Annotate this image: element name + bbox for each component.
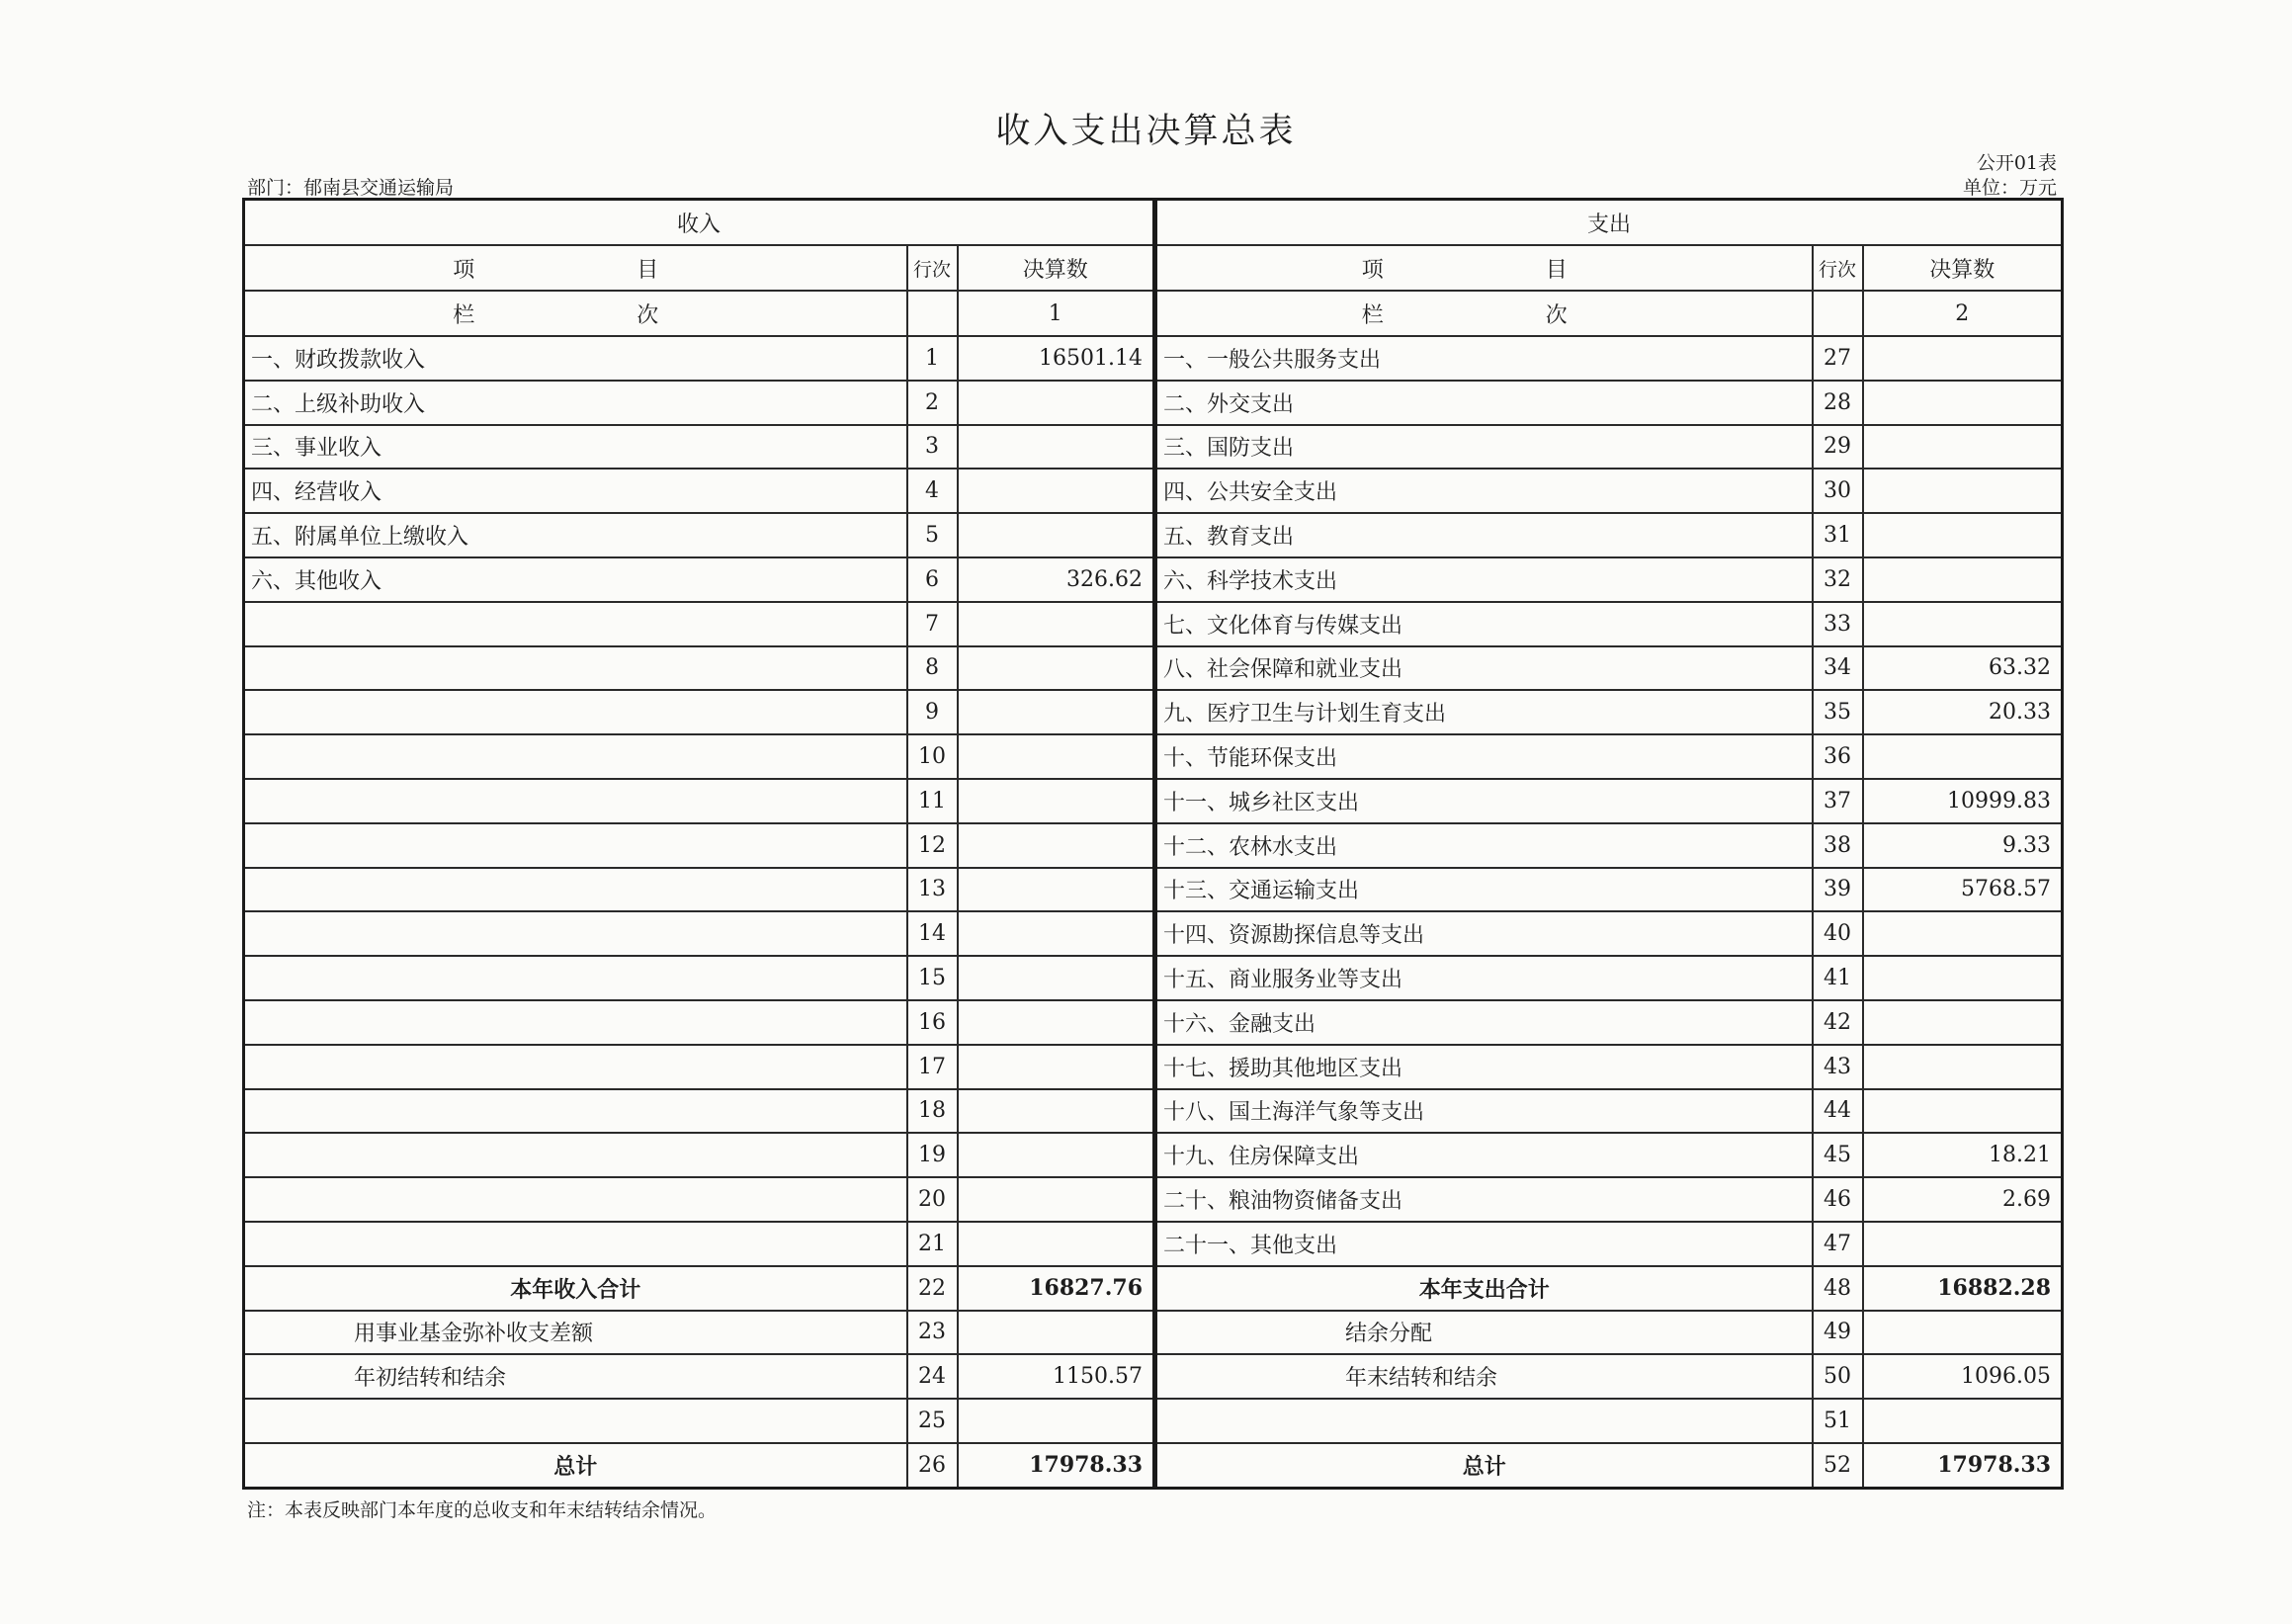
table-row xyxy=(244,336,2063,381)
income-item-cell xyxy=(244,911,907,956)
income-row-no-cell: 6 xyxy=(907,557,958,602)
income-amount-cell xyxy=(958,1000,1155,1045)
income-column-no: 1 xyxy=(958,291,1155,336)
income-amount-cell: 326.62 xyxy=(958,557,1155,602)
table-row xyxy=(244,513,2063,557)
expense-row-no-cell: 30 xyxy=(1813,469,1863,513)
expense-item-cell: 二十一、其他支出 xyxy=(1155,1222,1813,1266)
income-amount-cell xyxy=(958,956,1155,1000)
income-amount-header: 决算数 xyxy=(958,245,1155,291)
expense-row-no-cell: 49 xyxy=(1813,1311,1863,1355)
income-amount-cell xyxy=(958,779,1155,823)
table-row xyxy=(244,425,2063,470)
expense-row-no-cell: 27 xyxy=(1813,336,1863,381)
expense-row-no-cell: 41 xyxy=(1813,956,1863,1000)
income-row-no-cell: 16 xyxy=(907,1000,958,1045)
income-amount-cell xyxy=(958,734,1155,779)
income-amount-cell xyxy=(958,1089,1155,1134)
expense-item-cell: 一、一般公共服务支出 xyxy=(1155,336,1813,381)
income-item-cell: 用事业基金弥补收支差额 xyxy=(244,1311,907,1355)
income-amount-cell xyxy=(958,1222,1155,1266)
income-row-no-cell: 8 xyxy=(907,646,958,691)
table-row xyxy=(244,690,2063,734)
expense-item-cell: 十五、商业服务业等支出 xyxy=(1155,956,1813,1000)
expense-amount-cell xyxy=(1863,381,2063,425)
income-item-cell xyxy=(244,779,907,823)
income-amount-cell xyxy=(958,602,1155,646)
income-section-header: 收入 xyxy=(244,200,1155,246)
income-amount-cell xyxy=(958,469,1155,513)
expense-item-cell: 二十、粮油物资储备支出 xyxy=(1155,1177,1813,1222)
expense-item-cell: 十六、金融支出 xyxy=(1155,1000,1813,1045)
expense-amount-header: 决算数 xyxy=(1863,245,2063,291)
income-item-cell xyxy=(244,1045,907,1089)
income-row-no-cell: 26 xyxy=(907,1443,958,1488)
expense-amount-cell xyxy=(1863,602,2063,646)
income-amount-cell xyxy=(958,1133,1155,1177)
income-column-blank xyxy=(907,291,958,336)
table-row xyxy=(244,1133,2063,1177)
expense-item-cell: 十八、国土海洋气象等支出 xyxy=(1155,1089,1813,1134)
income-row-no-cell: 7 xyxy=(907,602,958,646)
income-row-no-cell: 12 xyxy=(907,823,958,868)
expense-row-no-cell: 32 xyxy=(1813,557,1863,602)
income-item-cell: 三、事业收入 xyxy=(244,425,907,470)
income-amount-cell xyxy=(958,513,1155,557)
income-row-no-cell: 22 xyxy=(907,1266,958,1311)
expense-row-no-cell: 50 xyxy=(1813,1354,1863,1399)
income-row-no-cell: 19 xyxy=(907,1133,958,1177)
income-amount-cell xyxy=(958,1045,1155,1089)
income-item-cell xyxy=(244,1399,907,1443)
expense-row-no-cell: 37 xyxy=(1813,779,1863,823)
income-item-cell xyxy=(244,1000,907,1045)
expense-amount-cell xyxy=(1863,1045,2063,1089)
table-body xyxy=(244,200,2063,1489)
income-item-cell: 四、经营收入 xyxy=(244,469,907,513)
income-item-cell xyxy=(244,690,907,734)
expense-item-cell: 十九、住房保障支出 xyxy=(1155,1133,1813,1177)
table-row xyxy=(244,868,2063,912)
expense-amount-cell xyxy=(1863,1311,2063,1355)
table-row xyxy=(244,1089,2063,1134)
expense-item-header: 项 目 xyxy=(1155,245,1813,291)
income-row-no-cell: 10 xyxy=(907,734,958,779)
table-row xyxy=(244,646,2063,691)
expense-amount-cell xyxy=(1863,425,2063,470)
expense-row-no-cell: 36 xyxy=(1813,734,1863,779)
income-amount-cell xyxy=(958,425,1155,470)
income-row-no-header: 行次 xyxy=(907,245,958,291)
expense-row-no-cell: 33 xyxy=(1813,602,1863,646)
expense-item-cell xyxy=(1155,1399,1813,1443)
income-row-no-cell: 1 xyxy=(907,336,958,381)
table-row xyxy=(244,1045,2063,1089)
income-row-no-cell: 25 xyxy=(907,1399,958,1443)
expense-amount-cell: 1096.05 xyxy=(1863,1354,2063,1399)
income-amount-cell xyxy=(958,1177,1155,1222)
expense-amount-cell xyxy=(1863,1222,2063,1266)
income-amount-cell xyxy=(958,823,1155,868)
income-item-cell: 一、财政拨款收入 xyxy=(244,336,907,381)
expense-item-cell: 十四、资源勘探信息等支出 xyxy=(1155,911,1813,956)
expense-item-cell: 二、外交支出 xyxy=(1155,381,1813,425)
income-item-cell xyxy=(244,734,907,779)
adjustment-row xyxy=(244,1399,2063,1443)
expense-row-no-cell: 34 xyxy=(1813,646,1863,691)
income-amount-cell: 17978.33 xyxy=(958,1443,1155,1488)
expense-item-cell: 七、文化体育与传媒支出 xyxy=(1155,602,1813,646)
table-row xyxy=(244,779,2063,823)
expense-column-label: 栏 次 xyxy=(1155,291,1813,336)
income-row-no-cell: 20 xyxy=(907,1177,958,1222)
expense-item-cell: 十三、交通运输支出 xyxy=(1155,868,1813,912)
expense-item-cell: 总计 xyxy=(1155,1443,1813,1488)
department-label: 部门：郁南县交通运输局 xyxy=(247,177,455,199)
total-row xyxy=(244,1443,2063,1488)
expense-amount-cell: 63.32 xyxy=(1863,646,2063,691)
income-row-no-cell: 5 xyxy=(907,513,958,557)
expense-row-no-cell: 31 xyxy=(1813,513,1863,557)
income-row-no-cell: 15 xyxy=(907,956,958,1000)
expense-row-no-cell: 42 xyxy=(1813,1000,1863,1045)
expense-amount-cell xyxy=(1863,513,2063,557)
income-item-cell: 总计 xyxy=(244,1443,907,1488)
income-item-header: 项 目 xyxy=(244,245,907,291)
income-amount-cell: 16501.14 xyxy=(958,336,1155,381)
table-row xyxy=(244,602,2063,646)
income-row-no-cell: 2 xyxy=(907,381,958,425)
income-row-no-cell: 4 xyxy=(907,469,958,513)
income-item-cell: 六、其他收入 xyxy=(244,557,907,602)
expense-amount-cell: 5768.57 xyxy=(1863,868,2063,912)
expense-amount-cell xyxy=(1863,1000,2063,1045)
expense-row-no-cell: 44 xyxy=(1813,1089,1863,1134)
expense-column-blank xyxy=(1813,291,1863,336)
expense-item-cell: 四、公共安全支出 xyxy=(1155,469,1813,513)
expense-row-no-cell: 29 xyxy=(1813,425,1863,470)
expense-row-no-cell: 45 xyxy=(1813,1133,1863,1177)
expense-amount-cell xyxy=(1863,911,2063,956)
expense-row-no-cell: 40 xyxy=(1813,911,1863,956)
column-number-row xyxy=(244,291,2063,336)
subtotal-row xyxy=(244,1266,2063,1311)
table-row xyxy=(244,734,2063,779)
income-amount-cell xyxy=(958,646,1155,691)
income-item-cell xyxy=(244,646,907,691)
expense-row-no-cell: 48 xyxy=(1813,1266,1863,1311)
income-row-no-cell: 9 xyxy=(907,690,958,734)
expense-amount-cell xyxy=(1863,557,2063,602)
table-row xyxy=(244,1000,2063,1045)
expense-item-cell: 年末结转和结余 xyxy=(1155,1354,1813,1399)
expense-amount-cell: 2.69 xyxy=(1863,1177,2063,1222)
expense-amount-cell: 17978.33 xyxy=(1863,1443,2063,1488)
income-row-no-cell: 11 xyxy=(907,779,958,823)
income-row-no-cell: 13 xyxy=(907,868,958,912)
expense-row-no-cell: 28 xyxy=(1813,381,1863,425)
expense-amount-cell: 16882.28 xyxy=(1863,1266,2063,1311)
expense-item-cell: 结余分配 xyxy=(1155,1311,1813,1355)
section-header-row xyxy=(244,200,2063,246)
income-amount-cell xyxy=(958,381,1155,425)
page-title: 收入支出决算总表 xyxy=(995,112,1297,151)
expense-item-cell: 十七、援助其他地区支出 xyxy=(1155,1045,1813,1089)
expense-column-no: 2 xyxy=(1863,291,2063,336)
expense-item-cell: 十一、城乡社区支出 xyxy=(1155,779,1813,823)
income-item-cell xyxy=(244,1133,907,1177)
expense-amount-cell xyxy=(1863,336,2063,381)
income-item-cell: 本年收入合计 xyxy=(244,1266,907,1311)
table-row xyxy=(244,469,2063,513)
income-item-cell xyxy=(244,1089,907,1134)
expense-row-no-cell: 46 xyxy=(1813,1177,1863,1222)
expense-amount-cell: 10999.83 xyxy=(1863,779,2063,823)
expense-row-no-cell: 38 xyxy=(1813,823,1863,868)
income-expense-table xyxy=(242,198,2064,1490)
expense-amount-cell: 18.21 xyxy=(1863,1133,2063,1177)
table-row xyxy=(244,823,2063,868)
income-amount-cell xyxy=(958,911,1155,956)
income-row-no-cell: 18 xyxy=(907,1089,958,1134)
income-row-no-cell: 14 xyxy=(907,911,958,956)
income-item-cell xyxy=(244,956,907,1000)
income-item-cell xyxy=(244,602,907,646)
income-amount-cell xyxy=(958,1311,1155,1355)
expense-item-cell: 三、国防支出 xyxy=(1155,425,1813,470)
income-row-no-cell: 23 xyxy=(907,1311,958,1355)
expense-item-cell: 本年支出合计 xyxy=(1155,1266,1813,1311)
income-item-cell xyxy=(244,868,907,912)
unit-label: 单位：万元 xyxy=(1962,177,2057,199)
income-amount-cell xyxy=(958,868,1155,912)
income-amount-cell: 16827.76 xyxy=(958,1266,1155,1311)
expense-item-cell: 五、教育支出 xyxy=(1155,513,1813,557)
footnote: 注：本表反映部门本年度的总收支和年末结转结余情况。 xyxy=(247,1499,718,1521)
income-item-cell xyxy=(244,1222,907,1266)
expense-amount-cell: 9.33 xyxy=(1863,823,2063,868)
expense-amount-cell xyxy=(1863,734,2063,779)
income-item-cell xyxy=(244,1177,907,1222)
income-item-cell xyxy=(244,823,907,868)
expense-amount-cell xyxy=(1863,1089,2063,1134)
expense-row-no-cell: 35 xyxy=(1813,690,1863,734)
income-item-cell: 二、上级补助收入 xyxy=(244,381,907,425)
expense-section-header: 支出 xyxy=(1155,200,2063,246)
expense-amount-cell xyxy=(1863,1399,2063,1443)
income-amount-cell: 1150.57 xyxy=(958,1354,1155,1399)
expense-amount-cell: 20.33 xyxy=(1863,690,2063,734)
expense-row-no-cell: 47 xyxy=(1813,1222,1863,1266)
income-row-no-cell: 17 xyxy=(907,1045,958,1089)
table-row xyxy=(244,956,2063,1000)
expense-item-cell: 八、社会保障和就业支出 xyxy=(1155,646,1813,691)
table-row xyxy=(244,1177,2063,1222)
expense-row-no-cell: 43 xyxy=(1813,1045,1863,1089)
expense-item-cell: 九、医疗卫生与计划生育支出 xyxy=(1155,690,1813,734)
table-row xyxy=(244,381,2063,425)
adjustment-row xyxy=(244,1354,2063,1399)
expense-amount-cell xyxy=(1863,469,2063,513)
table-row xyxy=(244,911,2063,956)
expense-row-no-cell: 51 xyxy=(1813,1399,1863,1443)
form-code: 公开01表 xyxy=(1976,152,2057,174)
income-column-label: 栏 次 xyxy=(244,291,907,336)
table-row xyxy=(244,557,2063,602)
income-row-no-cell: 3 xyxy=(907,425,958,470)
expense-item-cell: 十二、农林水支出 xyxy=(1155,823,1813,868)
income-amount-cell xyxy=(958,1399,1155,1443)
expense-amount-cell xyxy=(1863,956,2063,1000)
income-row-no-cell: 24 xyxy=(907,1354,958,1399)
income-row-no-cell: 21 xyxy=(907,1222,958,1266)
table-row xyxy=(244,1222,2063,1266)
expense-row-no-cell: 39 xyxy=(1813,868,1863,912)
expense-item-cell: 十、节能环保支出 xyxy=(1155,734,1813,779)
income-item-cell: 年初结转和结余 xyxy=(244,1354,907,1399)
income-amount-cell xyxy=(958,690,1155,734)
income-item-cell: 五、附属单位上缴收入 xyxy=(244,513,907,557)
expense-row-no-header: 行次 xyxy=(1813,245,1863,291)
column-header-row xyxy=(244,245,2063,291)
adjustment-row xyxy=(244,1311,2063,1355)
expense-row-no-cell: 52 xyxy=(1813,1443,1863,1488)
expense-item-cell: 六、科学技术支出 xyxy=(1155,557,1813,602)
